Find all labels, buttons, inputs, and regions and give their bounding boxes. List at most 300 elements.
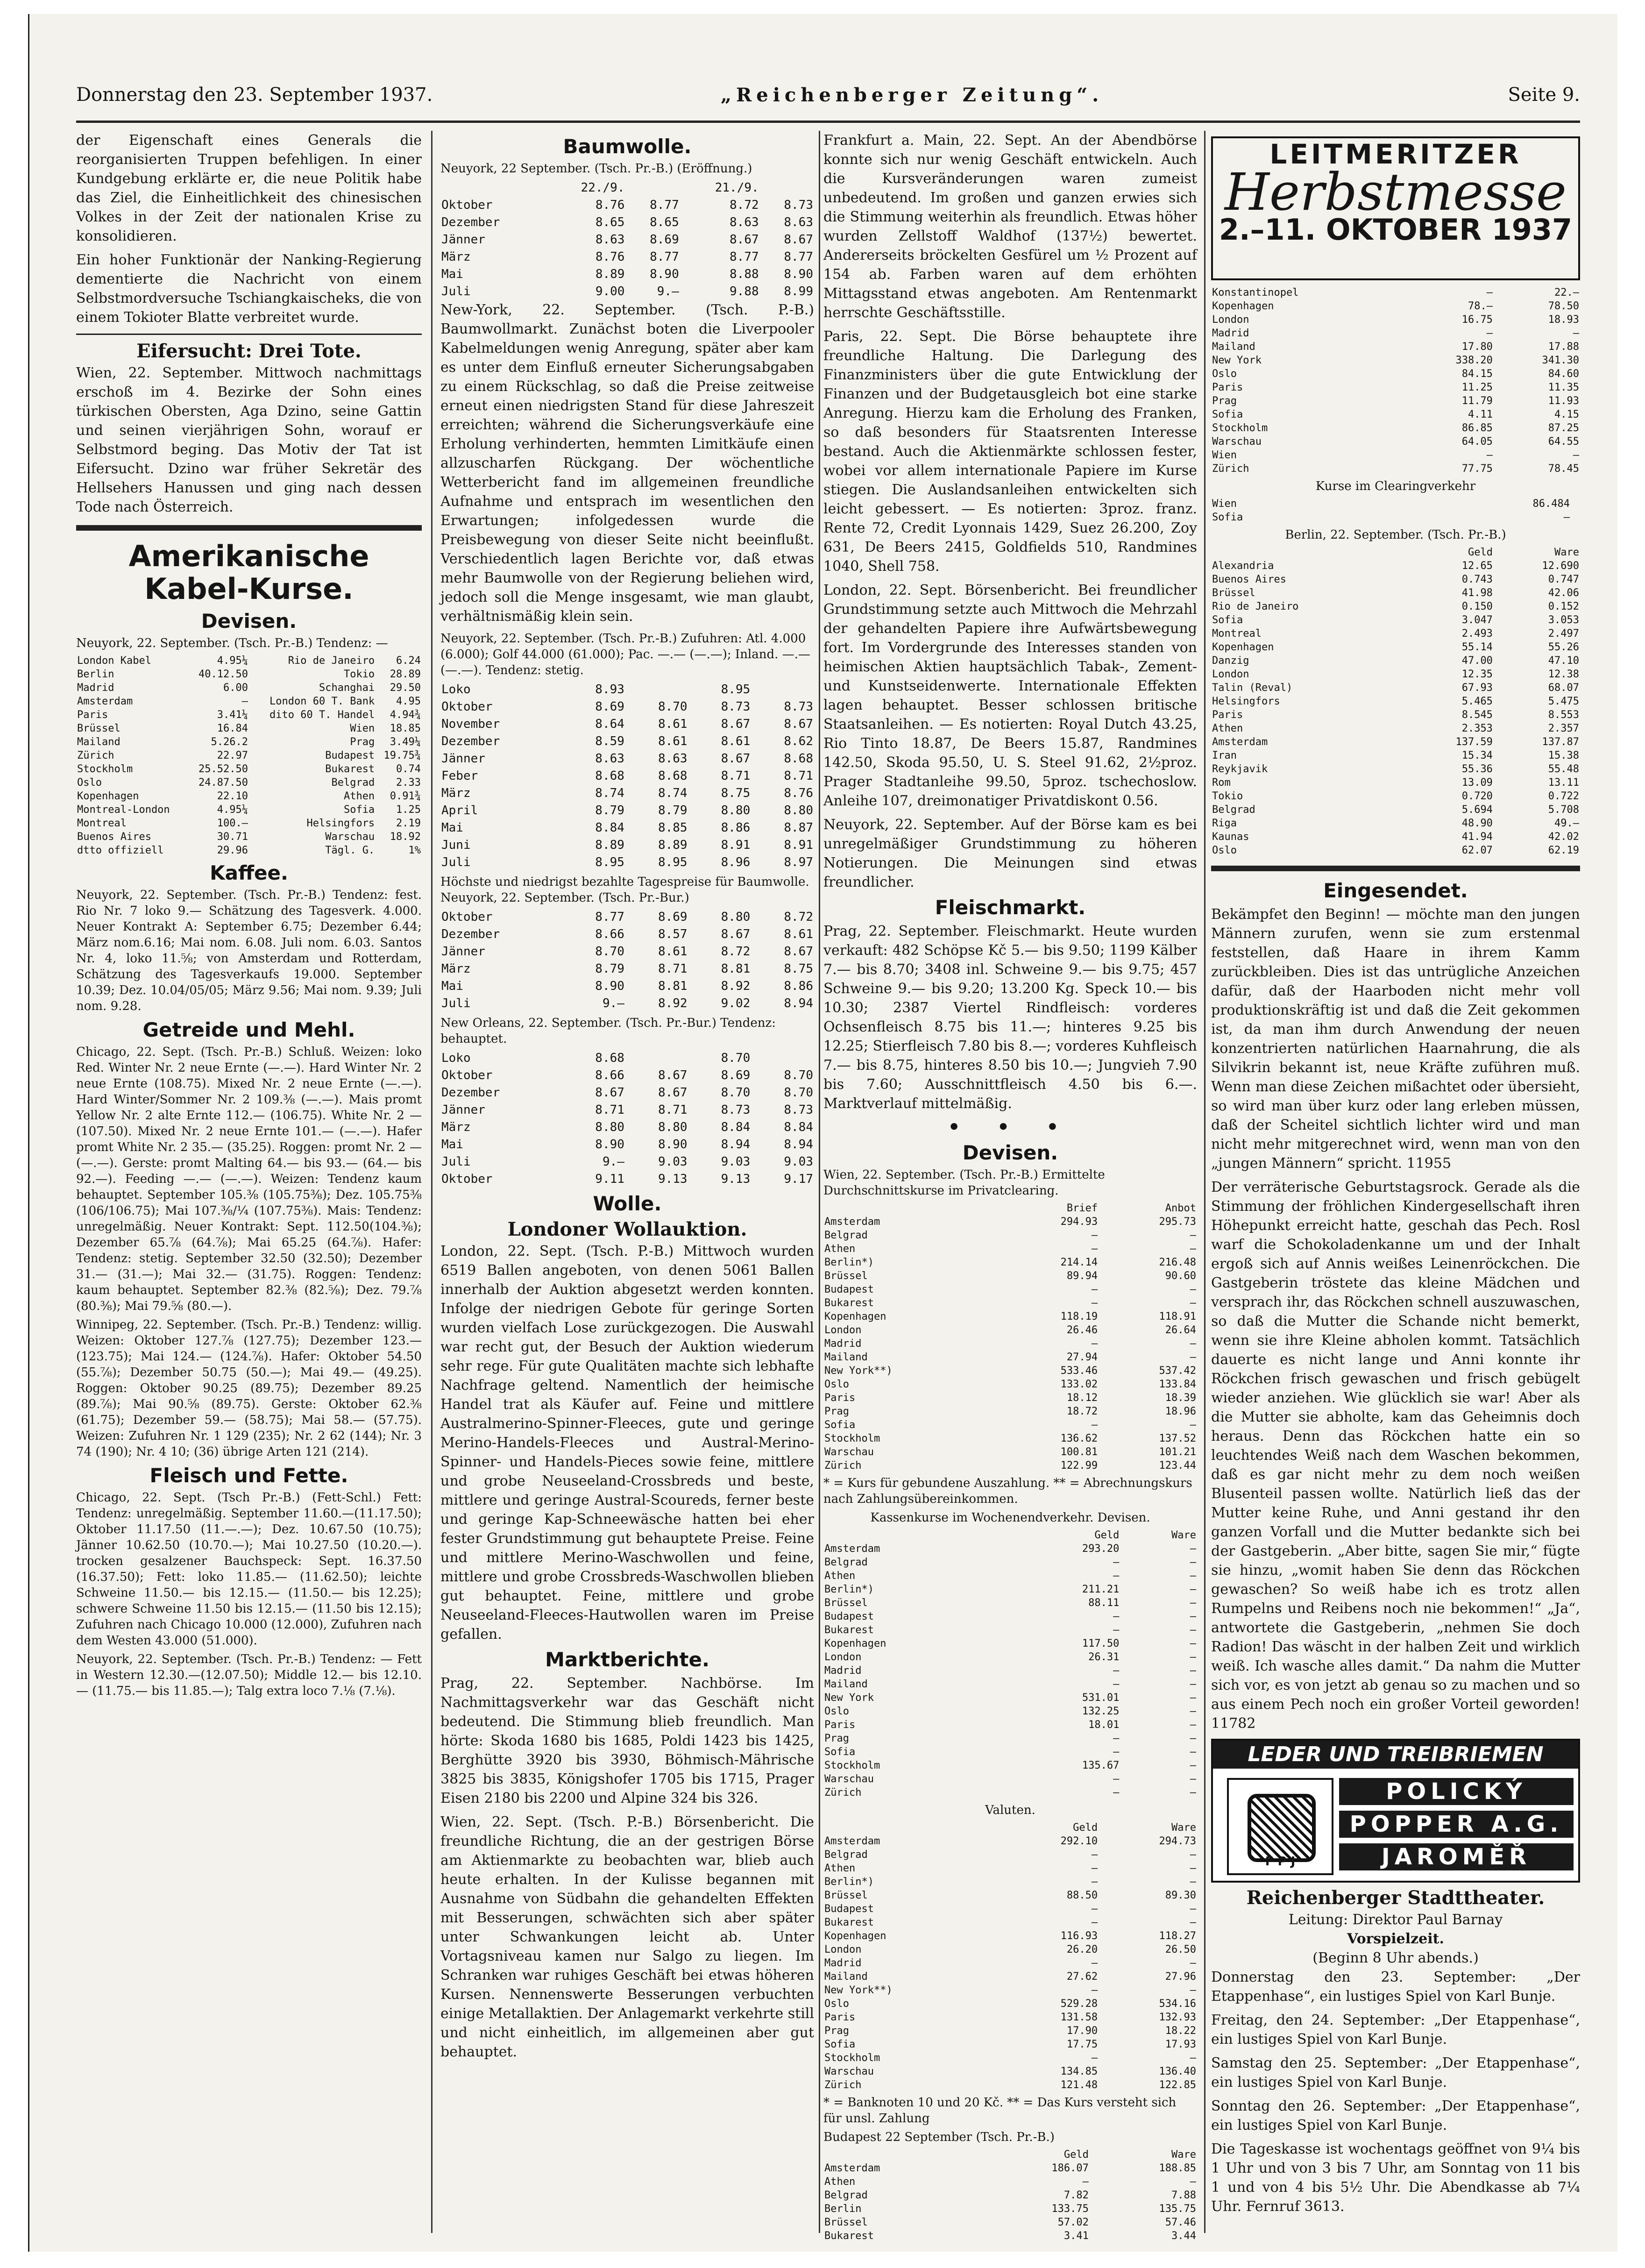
- eingesendet-text-2: Der verräterische Geburtstagsrock. Gerade als die Stimmung der fröhlichen Kindergesellschaft ihren Höhepunkt erreicht hatte, geschah das Pech. Rosl warf die Schokoladenkanne um und der Inhalt ergoß sich auf Annis weißes Leinenröckchen. Die Gastgeberin tröstete das kleine Mädchen und versprach ihr, das Röckchen schnell auszuwaschen, so daß die Mutter die Schande nicht bemerkt, wenn sie ihre Kleine abholen kommt. Tatsächlich dauerte es nicht lange und Anni konnte ihr Röckchen frisch gewaschen und frisch gebügelt wieder anziehen. Wie glücklich sie war! Aber als die Mutter sie abholte, kam das Geheimnis doch heraus. Denn das Röckchen hatte ein so leuchtendes Weiß nach dem Waschen bekommen, daß es gar nicht mehr zu dem noch weißen Blusenteil passen wollte. Natürlich ließ das der Mutter keine Ruhe, und Anni gestand ihr den ganzen Vorfall und die Mutter bedankte sich bei der Gastgeberin. „Aber bitte, sagen Sie mir,“ fügte sie hinzu, „womit haben Sie denn das Röckchen gewaschen? So weiß habe ich es trotz allen Rumpelns und Reibens noch nie bekommen!“ „Ja“, antwortete die Gastgeberin, „nehmen Sie doch Radion! Das wäscht in der halben Zeit und wirklich weiß. Ich wasche alles damit.“ Da nahm die Mutter sich vor, es von jetzt ab genau so zu machen und so aus einem Pech noch ein großer Vorteil geworden! 11782: [1211, 1179, 1580, 1732]
- table-row: [440, 283, 814, 300]
- table-cell: 133.02: [1060, 1379, 1098, 1390]
- table-cell: Warschau: [824, 1446, 874, 1458]
- table-cell: März: [441, 1120, 471, 1134]
- table-cell: 55.26: [1548, 641, 1579, 653]
- table-cell: Brüssel: [77, 723, 121, 734]
- table-row: [823, 2065, 1197, 2078]
- table-cell: 16.75: [1461, 314, 1493, 326]
- table-row: [823, 1323, 1197, 1337]
- table-cell: Paris: [824, 1392, 856, 1404]
- table-cell: Madrid: [824, 1957, 862, 1969]
- table-cell: 8.86: [721, 821, 751, 835]
- table-row: [1211, 627, 1580, 640]
- table-cell: Riga: [1212, 818, 1237, 829]
- table-cell: —: [1190, 2052, 1196, 2064]
- table-cell: 8.68: [658, 769, 688, 783]
- table-cell: Helsingfors: [306, 818, 375, 829]
- kassenkurse-table: [823, 1529, 1197, 1799]
- header-newspaper-title: „Reichenberger Zeitung“.: [721, 84, 1104, 106]
- page-header: [76, 84, 1580, 117]
- table-cell: New York**): [824, 1984, 893, 1996]
- table-cell: —: [1190, 1624, 1196, 1636]
- divider: [76, 525, 422, 531]
- eingesendet-heading: Eingesendet.: [1323, 879, 1468, 902]
- table-row: [440, 249, 814, 266]
- table-cell: 529.28: [1060, 1998, 1098, 2010]
- table-row: [440, 960, 814, 978]
- table-cell: 42.06: [1548, 587, 1579, 599]
- table-cell: 86.85: [1461, 422, 1493, 434]
- table-cell: 8.86: [784, 979, 813, 993]
- table-cell: Mai: [441, 267, 463, 281]
- advert-row: JAROMĚŘ: [1339, 1843, 1574, 1870]
- table-cell: 8.69: [650, 233, 679, 247]
- table-cell: —: [1113, 1557, 1120, 1568]
- table-row: [440, 733, 814, 750]
- table-row: [1211, 497, 1580, 511]
- table-row: [823, 1378, 1197, 1391]
- table-cell: 11.25: [1461, 382, 1493, 393]
- table-cell: Dezember: [441, 215, 500, 229]
- table-cell: —: [1190, 1678, 1196, 1690]
- table-cell: Prag: [824, 1406, 849, 1417]
- table-cell: Brüssel: [1212, 587, 1255, 599]
- table-row: [1211, 448, 1580, 462]
- table-cell: Berlin*): [824, 1584, 874, 1595]
- table-cell: 214.14: [1060, 1257, 1098, 1268]
- table-cell: 9.17: [784, 1172, 813, 1186]
- table-cell: —: [1091, 1876, 1098, 1888]
- table-cell: 4.95: [396, 696, 421, 707]
- eingesendet-text-1: Bekämpfet den Beginn! — möchte man den jungen Männern zurufen, wenn sie zum erstenmal feststellen, daß Haare in ihrem Kamm zurückbleiben. Dies ist das untrügliche Anzeichen dafür, daß der Haarboden nicht mehr voll produktionskräftig ist und daß die Zeit gekommen ist, da man ihm durch Anwendung der neuen konzentrierten natürlichen Haarnahrung, die als Silvikrin bekannt ist, neue Kräfte zuführen muß. Wenn man diese Zeichen mißachtet oder übersieht, so wird man über kurz oder lang erleben müssen, daß der Scheitel sichtlich lichter wird und man nicht mehr mitgerechnet wird, wenn man von den „jungen Männern“ spricht. 11955: [1211, 906, 1580, 1172]
- table-row: [1211, 394, 1580, 408]
- table-cell: Geld: [1073, 1822, 1098, 1834]
- baumwolle-caption-4: New Orleans, 22. September. (Tsch. Pr.-Bur.) Tendenz: behauptet.: [440, 1016, 776, 1046]
- table-cell: 8.62: [784, 734, 813, 748]
- table-row: [1211, 435, 1580, 448]
- table-cell: 29.96: [217, 845, 248, 856]
- table-row: [1211, 722, 1580, 735]
- table-cell: Brüssel: [824, 1890, 868, 1901]
- budapest-table: [823, 2148, 1197, 2243]
- table-cell: Paris: [824, 2012, 856, 2023]
- table-cell: 8.68: [595, 769, 624, 783]
- table-cell: Paris: [1212, 709, 1243, 721]
- table-cell: Juli: [441, 1155, 471, 1169]
- table-cell: 8.91: [784, 838, 813, 852]
- table-cell: —: [1190, 1584, 1196, 1595]
- table-cell: 9.02: [721, 996, 751, 1010]
- table-header-row: [823, 1529, 1197, 1542]
- table-cell: 8.84: [595, 821, 624, 835]
- table-cell: Stockholm: [824, 1433, 880, 1444]
- table-row: [440, 681, 814, 698]
- table-cell: 8.80: [784, 803, 813, 818]
- paris-text: Paris, 22. Sept. Die Börse behauptete ihre freundliche Haltung. Die Darlegung des Finanzministers über die gute Entwicklung der Finanzen und der Budgetausgleich bot eine starke Anregung. Hierzu kam die Erholung des Franken, so daß besonders für Staatsrenten Interesse bestand. Auch die Aktienmärkte schlossen fester, wobei vor allem internationale Papiere im Kurse stiegen. Die Auslandsanleihen entwickelten sich leicht gebessert. — Es notierten: 3proz. franz. Rente 72, Credit Lyonnais 1429, Suez 26.200, Zoy 631, De Beers 2415, Goldfields 510, Randmines 1040, Shell 758.: [823, 328, 1197, 575]
- table-cell: London Kabel: [77, 655, 151, 667]
- table-cell: Anbot: [1165, 1202, 1196, 1214]
- table-cell: 8.72: [784, 910, 813, 924]
- table-row: [823, 1916, 1197, 1929]
- budapest-caption: Budapest 22 September (Tsch. Pr.-B.): [823, 2130, 1055, 2144]
- table-cell: 8.73: [784, 1103, 813, 1117]
- table-cell: 8.77: [650, 250, 679, 264]
- table-cell: —: [1190, 1570, 1196, 1582]
- table-row: [1211, 340, 1580, 354]
- table-cell: 17.88: [1548, 341, 1579, 353]
- table-cell: 62.19: [1548, 845, 1579, 856]
- table-cell: Kopenhagen: [824, 1311, 886, 1322]
- table-cell: Buenos Aires: [77, 831, 151, 843]
- table-cell: Athen: [824, 1863, 856, 1874]
- table-cell: Bukarest: [824, 1917, 874, 1928]
- table-cell: Schanghai: [319, 682, 375, 694]
- table-cell: 27.94: [1066, 1351, 1098, 1363]
- advert-row: POLICKÝ: [1339, 1778, 1574, 1805]
- table-cell: Warschau: [824, 2066, 874, 2077]
- table-cell: 8.94: [784, 996, 813, 1010]
- table-cell: 8.92: [721, 979, 751, 993]
- table-row: [1211, 735, 1580, 749]
- advert-title: LEITMERITZER: [1269, 138, 1522, 170]
- table-cell: Danzig: [1212, 655, 1249, 667]
- table-cell: 8.67: [784, 945, 813, 959]
- table-cell: 131.58: [1060, 2012, 1098, 2023]
- table-cell: 211.21: [1082, 1584, 1120, 1595]
- table-cell: 0.150: [1461, 601, 1493, 612]
- table-cell: 47.00: [1461, 655, 1493, 667]
- table-cell: 8.90: [595, 1138, 624, 1152]
- table-cell: 16.84: [217, 723, 248, 734]
- table-cell: 122.99: [1060, 1460, 1098, 1472]
- table-cell: 8.94: [721, 1138, 751, 1152]
- table-cell: Mai: [441, 979, 463, 993]
- valuten-table: [823, 1821, 1197, 2092]
- table-cell: 18.01: [1088, 1719, 1120, 1731]
- table-cell: 9.03: [784, 1155, 813, 1169]
- table-row: [76, 749, 422, 762]
- table-cell: Ware: [1171, 2149, 1196, 2161]
- table-cell: 8.70: [721, 1051, 751, 1065]
- table-cell: Bukarest: [824, 1297, 874, 1309]
- table-cell: [823, 1821, 1000, 1834]
- table-row: [440, 854, 814, 871]
- table-cell: Alexandria: [1212, 560, 1274, 572]
- table-row: [1211, 313, 1580, 327]
- table-cell: 9.—: [602, 1155, 624, 1169]
- table-cell: 13.11: [1548, 777, 1579, 789]
- table-cell: 293.20: [1082, 1543, 1120, 1555]
- london-text: London, 22. Sept. Börsenbericht. Bei freundlicher Grundstimmung setzte auch Mittwoch die Mehrzahl der gehandelten Papiere ihre Aufwärtsbewegung fort. Im Vordergrunde des Interesses standen von heimischen Aktien hauptsächlich Tabak-, Zement- und Kunstseidenwerte. Internationale Effekten lagen behauptet. Besser schlossen britische Staatsanleihen. — Es notierten: Royal Dutch 43.25, Rio Tinto 18.87, De Beers 15.87, Randmines 142.50, Skoda 95.50, U. S. Steel 91.62, 2½proz. Prager Stadtanleihe 99.50, 5proz. tschechoslow. Anleihe 107, dreimonatiger Privatdiskont 0.56.: [823, 582, 1197, 809]
- table-cell: Montreal: [1212, 628, 1262, 640]
- table-cell: 17.80: [1461, 341, 1493, 353]
- table-cell: 8.74: [658, 786, 688, 800]
- table-row: [823, 1997, 1197, 2011]
- table-row: [823, 2161, 1197, 2175]
- table-cell: 9.13: [658, 1172, 688, 1186]
- table-row: [76, 776, 422, 789]
- table-row: [1211, 421, 1580, 435]
- advert-leder-title: LEDER UND TREIBRIEMEN: [1213, 1741, 1578, 1769]
- table-cell: Madrid: [1212, 327, 1249, 339]
- table-row: [823, 1718, 1197, 1732]
- table-cell: 2.357: [1548, 723, 1579, 734]
- table-cell: 8.72: [730, 198, 759, 212]
- table-cell: 57.46: [1165, 2217, 1196, 2228]
- table-cell: Budapest: [824, 1611, 874, 1622]
- column-4: [1211, 131, 1580, 2233]
- article-intro: der Eigenschaft eines Generals die reorganisierten Truppen befehligen. In einer Kundgebung erklärte er, die neue Politik habe das Ziel, die Einheitlichkeit des chinesischen Volkes in der Zeit der nationalen Krise zu konsolidieren.: [76, 132, 422, 244]
- table-cell: Jänner: [441, 752, 485, 766]
- table-cell: 338.20: [1455, 355, 1493, 366]
- table-cell: —: [1190, 1773, 1196, 1785]
- table-cell: Brief: [1066, 1202, 1098, 1214]
- table-cell: 8.73: [784, 198, 813, 212]
- devisen-heading: Devisen.: [201, 610, 297, 633]
- table-row: [823, 1445, 1197, 1459]
- table-cell: dito 60 T. Handel: [269, 709, 375, 721]
- table-cell: —: [1190, 1849, 1196, 1861]
- table-cell: Belgrad: [824, 1849, 868, 1861]
- table-cell: London: [824, 1944, 862, 1955]
- table-row: [823, 1759, 1197, 1772]
- table-cell: 8.76: [595, 250, 625, 264]
- table-cell: —: [1190, 1957, 1196, 1969]
- table-row: [823, 2229, 1197, 2243]
- table-cell: 47.10: [1548, 655, 1579, 667]
- valuten-note: * = Banknoten 10 und 20 Kč. ** = Das Kurs versteht sich für unsl. Zahlung: [823, 2096, 1177, 2126]
- table-cell: Mailand: [77, 736, 121, 748]
- article-nanking: Ein hoher Funktionär der Nanking-Regierung dementierte die Nachricht von einem Selbstmordversuche Tschiangkaischeks, die von einem Tokioter Blatte verbreitet wurde.: [76, 252, 422, 326]
- table-cell: Feber: [441, 769, 478, 783]
- table-cell: 8.70: [784, 1068, 813, 1082]
- table-cell: —: [1563, 512, 1570, 523]
- table-cell: —: [1190, 1903, 1196, 1915]
- table-cell: Wien: [350, 723, 375, 734]
- table-cell: Zürich: [824, 1460, 862, 1472]
- table-cell: 9.03: [658, 1155, 688, 1169]
- table-cell: 8.70: [658, 700, 688, 714]
- table-cell: 8.76: [595, 198, 625, 212]
- table-cell: Loko: [441, 683, 471, 697]
- table-cell: 8.69: [658, 910, 688, 924]
- table-cell: 8.61: [658, 717, 688, 731]
- table-cell: Zürich: [824, 2079, 862, 2091]
- table-cell: 8.61: [658, 945, 688, 959]
- table-row: [823, 2011, 1197, 2024]
- table-cell: [760, 179, 814, 197]
- table-cell: —: [1091, 1863, 1098, 1874]
- baumwolle-caption-3: Höchste und niedrigst bezahlte Tagespreise für Baumwolle. Neuyork, 22. September. (Tsch. Pr.-Bur.): [440, 875, 809, 905]
- table-row: [1211, 559, 1580, 573]
- table-row: [823, 1970, 1197, 1984]
- table-header-row: [823, 2148, 1197, 2161]
- devisen-caption: Neuyork, 22. September. (Tsch. Pr.-B.) Tendenz: —: [76, 636, 388, 650]
- table-cell: 17.93: [1165, 2039, 1196, 2050]
- table-cell: Oslo: [824, 1379, 849, 1390]
- table-cell: 22.—: [1554, 287, 1579, 299]
- table-row: [823, 1834, 1197, 1848]
- table-cell: Mai: [441, 1138, 463, 1152]
- table-row: [1211, 708, 1580, 722]
- table-cell: Oktober: [441, 700, 493, 714]
- table-cell: Montreal-London: [77, 804, 170, 816]
- table-row: [440, 1171, 814, 1188]
- table-cell: —: [1486, 449, 1493, 461]
- table-cell: 25.52.50: [199, 763, 248, 775]
- table-cell: 2.19: [396, 818, 421, 829]
- table-cell: Dezember: [441, 927, 500, 941]
- table-cell: Kopenhagen: [824, 1638, 886, 1649]
- table-cell: 8.79: [595, 962, 624, 976]
- table-cell: Belgrad: [824, 2190, 868, 2201]
- table-row: [823, 1256, 1197, 1269]
- advert-company-rows: [1339, 1778, 1574, 1876]
- table-cell: 8.89: [595, 838, 624, 852]
- table-cell: [823, 1202, 1000, 1215]
- table-cell: 67.93: [1461, 682, 1493, 694]
- table-cell: Belgrad: [331, 777, 375, 789]
- table-cell: 101.21: [1159, 1446, 1196, 1458]
- table-cell: Amsterdam: [77, 696, 133, 707]
- table-row: [823, 1556, 1197, 1569]
- table-row: [823, 1786, 1197, 1799]
- table-cell: —: [1190, 1597, 1196, 1609]
- table-row: [440, 266, 814, 283]
- table-cell: 134.85: [1060, 2066, 1098, 2077]
- table-row: [1211, 749, 1580, 762]
- table-cell: 8.72: [721, 945, 751, 959]
- table-cell: 8.76: [784, 786, 813, 800]
- table-cell: 8.545: [1461, 709, 1493, 721]
- table-cell: —: [1190, 1719, 1196, 1731]
- table-row: [440, 819, 814, 837]
- table-cell: —: [1190, 1651, 1196, 1663]
- table-cell: 8.99: [784, 284, 813, 299]
- table-row: [1211, 817, 1580, 830]
- table-cell: 41.98: [1461, 587, 1493, 599]
- table-cell: Bukarest: [325, 763, 375, 775]
- table-cell: 5.475: [1548, 696, 1579, 707]
- table-cell: 0.720: [1461, 790, 1493, 802]
- header-date: Donnerstag den 23. September 1937.: [76, 84, 433, 106]
- table-cell: 18.96: [1165, 1406, 1196, 1417]
- table-cell: 8.77: [730, 250, 759, 264]
- table-cell: Berlin*): [824, 1876, 874, 1888]
- table-cell: 8.90: [595, 979, 624, 993]
- table-row: [823, 1984, 1197, 1997]
- leder-advert: [1211, 1739, 1580, 1883]
- table-cell: 18.93: [1548, 314, 1579, 326]
- table-cell: New York: [1212, 355, 1262, 366]
- table-cell: Kaunas: [1212, 831, 1249, 843]
- table-cell: —: [1190, 1230, 1196, 1241]
- table-cell: 8.80: [658, 1120, 688, 1134]
- table-cell: 78.—: [1468, 300, 1493, 312]
- table-cell: [625, 681, 688, 698]
- baumwolle-caption: Neuyork, 22 September. (Tsch. Pr.-B.) (Eröffnung.): [440, 162, 752, 176]
- table-cell: 136.62: [1060, 1433, 1098, 1444]
- table-cell: —: [1091, 1297, 1098, 1309]
- table-cell: 89.94: [1066, 1270, 1098, 1282]
- table-cell: Oslo: [1212, 368, 1237, 380]
- table-row: [1211, 668, 1580, 681]
- devisen-heading-2: Devisen.: [962, 1141, 1058, 1164]
- divider: [76, 334, 422, 335]
- table-cell: 137.52: [1159, 1433, 1196, 1444]
- table-cell: 55.14: [1461, 641, 1493, 653]
- table-cell: —: [1091, 1984, 1098, 1996]
- table-cell: 22./9.: [581, 181, 625, 195]
- table-cell: 0.91¾: [390, 790, 421, 802]
- table-cell: Belgrad: [1212, 804, 1255, 816]
- table-cell: Oktober: [441, 198, 493, 212]
- table-row: [1211, 844, 1580, 857]
- table-cell: —: [1190, 1338, 1196, 1350]
- table-row: [823, 1459, 1197, 1472]
- table-row: [823, 1650, 1197, 1664]
- table-cell: 8.63: [595, 233, 625, 247]
- table-cell: 132.25: [1082, 1706, 1120, 1717]
- header-page-number: Seite 9.: [1508, 84, 1580, 106]
- table-cell: 8.65: [650, 215, 679, 229]
- table-header-row: [1211, 546, 1580, 559]
- table-cell: —: [1190, 1351, 1196, 1363]
- table-cell: 116.93: [1060, 1930, 1098, 1942]
- table-cell: April: [441, 803, 478, 818]
- table-cell: 8.88: [730, 267, 759, 281]
- table-cell: Loko: [441, 1051, 471, 1065]
- eifersucht-heading: Eifersucht: Drei Tote.: [136, 340, 362, 362]
- table-row: [823, 1772, 1197, 1786]
- table-cell: Athen: [343, 790, 375, 802]
- table-cell: —: [1113, 1665, 1120, 1677]
- divider: [1211, 866, 1580, 871]
- table-cell: März: [441, 962, 471, 976]
- table-cell: 88.50: [1066, 1890, 1098, 1901]
- theater-item: Donnerstag den 23. September: „Der Etappenhase“, ein lustiges Spiel von Karl Bunje.: [1211, 1969, 1580, 2005]
- table-cell: 8.67: [784, 233, 813, 247]
- table-cell: —: [1113, 1624, 1120, 1636]
- table-row: [823, 1569, 1197, 1583]
- table-row: [76, 789, 422, 803]
- baumwolle-table: [440, 179, 814, 300]
- table-cell: 8.71: [658, 1103, 688, 1117]
- table-cell: 8.87: [784, 821, 813, 835]
- table-cell: [751, 681, 814, 698]
- table-cell: 6.00: [223, 682, 248, 694]
- table-cell: 118.27: [1159, 1930, 1196, 1942]
- table-cell: 55.48: [1548, 763, 1579, 775]
- table-row: [76, 708, 422, 722]
- table-cell: 18.39: [1165, 1392, 1196, 1404]
- table-cell: 5.708: [1548, 804, 1579, 816]
- table-cell: 122.85: [1159, 2079, 1196, 2091]
- table-cell: Athen: [1212, 723, 1243, 734]
- table-cell: 8.91: [721, 838, 751, 852]
- devisen-note: * = Kurs für gebundene Auszahlung. ** = Abrechnungskurs nach Zahlungsübereinkommen.: [823, 1476, 1192, 1506]
- table-cell: 8.80: [595, 1120, 624, 1134]
- table-cell: 24.87.50: [199, 777, 248, 789]
- table-cell: —: [1190, 1760, 1196, 1771]
- table-cell: März: [441, 786, 471, 800]
- table-cell: —: [1091, 1419, 1098, 1431]
- table-cell: 3.41: [1064, 2230, 1089, 2242]
- table-cell: 8.69: [595, 700, 624, 714]
- table-cell: —: [1091, 1917, 1098, 1928]
- table-cell: 8.63: [595, 752, 624, 766]
- column-1: [76, 131, 422, 2233]
